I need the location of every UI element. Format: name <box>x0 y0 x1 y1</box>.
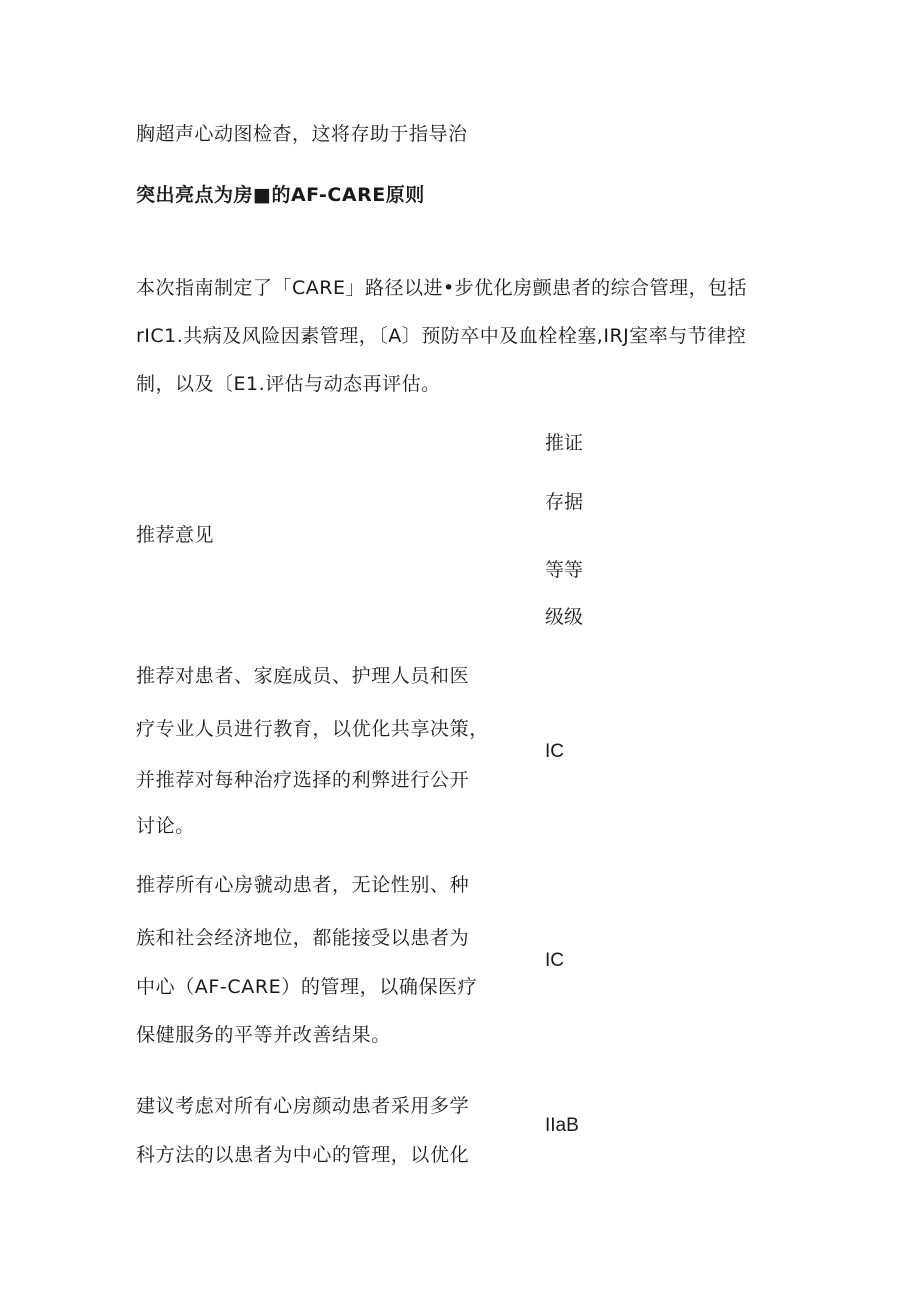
paragraph-line: 制，以及〔E1.评估与动态再评估。 <box>136 373 441 395</box>
recommendation-text-line: 推荐对患者、家庭成员、护理人员和医 <box>136 665 470 687</box>
recommendation-text-line: 讨论。 <box>136 815 195 837</box>
header-grade-line: 级级 <box>545 606 584 628</box>
evidence-grade: IC <box>545 950 564 971</box>
section-heading: 突出亮点为房■的AF-CARE原则 <box>136 184 425 206</box>
evidence-grade: IIaB <box>545 1115 579 1136</box>
recommendation-text-line: 中心（AF-CARE）的管理，以确保医疗 <box>136 976 478 998</box>
recommendation-text-line: 推荐所有心房虢动患者，无论性别、种 <box>136 874 470 896</box>
evidence-grade: IC <box>545 741 564 762</box>
recommendation-text-line: 建议考虑对所有心房颜动患者采用多学 <box>136 1095 470 1117</box>
header-grade-line: 存据 <box>545 491 584 513</box>
recommendation-text-line: 疗专业人员进行教育，以优化共享决策， <box>136 718 489 740</box>
recommendation-text-line: 族和社会经济地位，都能接受以患者为 <box>136 927 470 949</box>
paragraph-line: 本次指南制定了「CARE」路径以进•步优化房颤患者的综合管理，包括 <box>136 277 748 299</box>
header-grade-line: 推证 <box>545 432 584 454</box>
recommendation-text-line: 保健服务的平等并改善结果。 <box>136 1024 391 1046</box>
recommendation-text-line: 科方法的以患者为中心的管理，以优化 <box>136 1144 470 1166</box>
header-grade-line: 等等 <box>545 559 584 581</box>
recommendation-text-line: 并推荐对每种治疗选择的利弊进行公开 <box>136 769 470 791</box>
intro-line: 胸超声心动图检杳，这将存助于指导治 <box>136 123 468 145</box>
paragraph-line: rIC1.共病及风险因素管理，〔A〕预防卒中及血栓栓塞,IRJ室率与节律控 <box>136 325 747 347</box>
header-recommendation: 推荐意见 <box>136 524 215 546</box>
